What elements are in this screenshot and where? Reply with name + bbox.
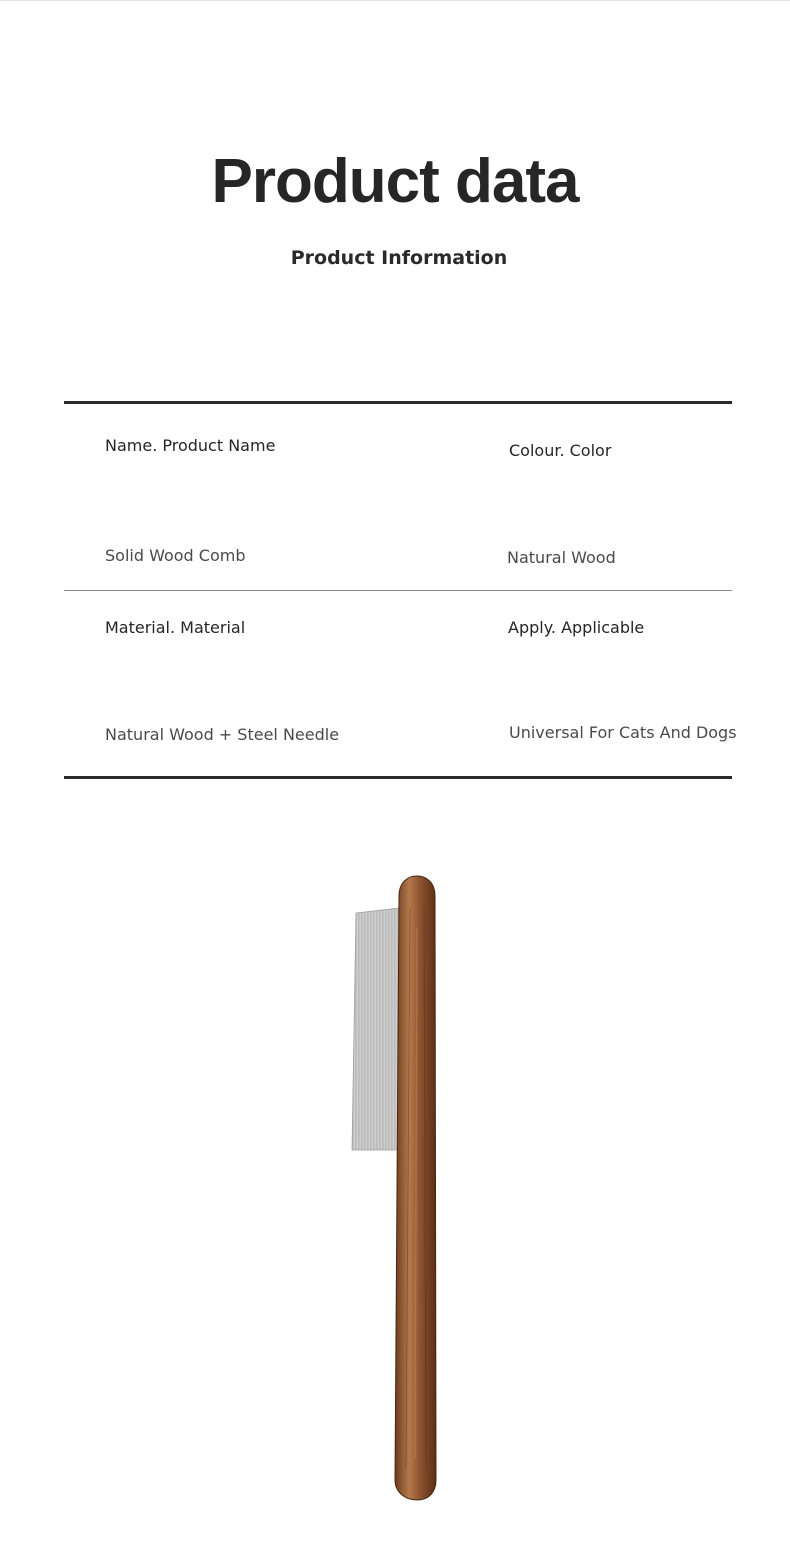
table-top-border bbox=[64, 401, 732, 404]
table-row-divider bbox=[64, 590, 732, 591]
spec-material-label: Material. Material bbox=[105, 618, 246, 637]
spec-color-label: Colour. Color bbox=[509, 441, 612, 460]
comb-handle bbox=[395, 876, 436, 1500]
comb-pins bbox=[352, 908, 400, 1150]
spec-applicable-value: Universal For Cats And Dogs bbox=[509, 723, 737, 742]
spec-color-value: Natural Wood bbox=[507, 548, 616, 567]
top-divider bbox=[0, 0, 790, 1]
page-subtitle: Product Information bbox=[290, 247, 508, 269]
spec-name-label: Name. Product Name bbox=[105, 436, 276, 455]
table-bottom-border bbox=[64, 776, 732, 779]
spec-name-value: Solid Wood Comb bbox=[105, 546, 246, 565]
spec-material-value: Natural Wood + Steel Needle bbox=[105, 725, 340, 744]
comb-illustration bbox=[340, 868, 450, 1508]
spec-applicable-label: Apply. Applicable bbox=[508, 618, 645, 637]
page-title: Product data bbox=[211, 147, 579, 216]
